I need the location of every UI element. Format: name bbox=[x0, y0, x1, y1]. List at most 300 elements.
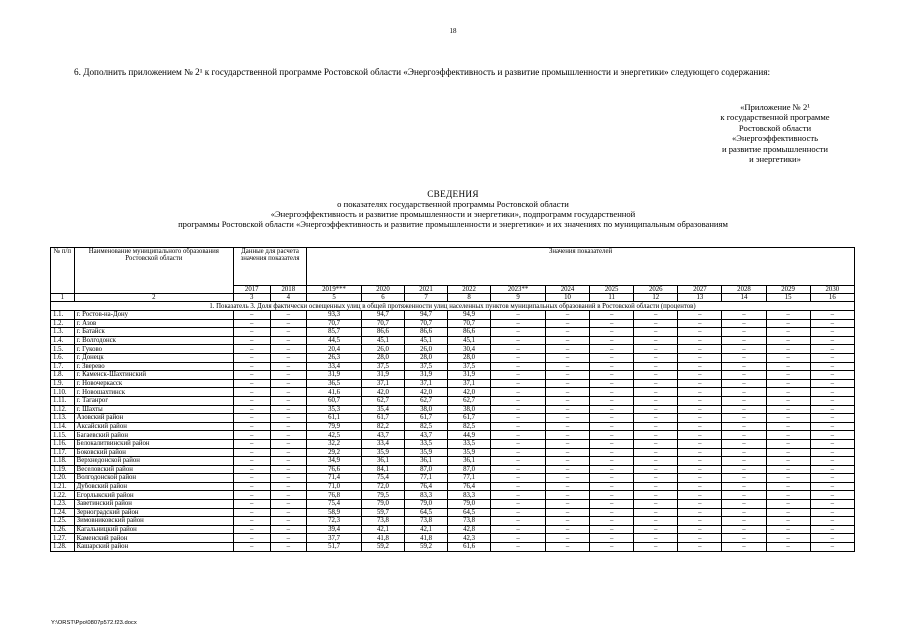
value-cell: – bbox=[766, 431, 810, 440]
value-cell: – bbox=[590, 508, 634, 517]
value-cell: – bbox=[590, 465, 634, 474]
appendix-line: и развитие промышленности bbox=[721, 143, 829, 154]
value-cell: – bbox=[491, 319, 546, 328]
value-cell: – bbox=[678, 474, 722, 483]
value-cell: – bbox=[491, 336, 546, 345]
value-cell: 28,0 bbox=[448, 353, 491, 362]
value-cell: 70,7 bbox=[405, 319, 448, 328]
value-cell: – bbox=[545, 534, 589, 543]
table-row bbox=[51, 319, 855, 328]
value-cell: – bbox=[233, 362, 270, 371]
value-cell: – bbox=[766, 396, 810, 405]
value-cell: – bbox=[545, 371, 589, 380]
value-cell: – bbox=[590, 534, 634, 543]
value-cell: – bbox=[233, 457, 270, 466]
value-cell: 26,0 bbox=[361, 345, 404, 354]
row-number: 1.6. bbox=[51, 353, 75, 362]
value-cell: – bbox=[491, 422, 546, 431]
row-number: 1.25. bbox=[51, 517, 75, 526]
value-cell: – bbox=[545, 500, 589, 509]
appendix-line: к государственной программе bbox=[720, 112, 830, 123]
year-header: 2029 bbox=[766, 286, 810, 294]
value-cell: – bbox=[678, 431, 722, 440]
value-cell: 84,1 bbox=[361, 465, 404, 474]
value-cell: – bbox=[270, 388, 307, 397]
value-cell: 51,7 bbox=[307, 543, 362, 552]
value-cell: – bbox=[270, 353, 307, 362]
row-number: 1.18. bbox=[51, 457, 75, 466]
value-cell: 59,7 bbox=[361, 508, 404, 517]
value-cell: – bbox=[270, 508, 307, 517]
value-cell: 75,4 bbox=[307, 500, 362, 509]
value-cell: – bbox=[491, 457, 546, 466]
value-cell: – bbox=[590, 371, 634, 380]
value-cell: – bbox=[678, 414, 722, 423]
value-cell: – bbox=[491, 491, 546, 500]
value-cell: – bbox=[634, 328, 678, 337]
municipality-name: г. Каменск-Шахтинский bbox=[74, 371, 233, 380]
value-cell: – bbox=[722, 371, 766, 380]
value-cell: 38,0 bbox=[405, 405, 448, 414]
value-cell: – bbox=[766, 422, 810, 431]
value-cell: – bbox=[634, 388, 678, 397]
value-cell: – bbox=[545, 448, 589, 457]
value-cell: – bbox=[766, 319, 810, 328]
value-cell: – bbox=[634, 362, 678, 371]
value-cell: – bbox=[634, 534, 678, 543]
value-cell: – bbox=[590, 362, 634, 371]
value-cell: – bbox=[491, 431, 546, 440]
municipality-name: Волгодонской район bbox=[74, 474, 233, 483]
value-cell: – bbox=[810, 336, 854, 345]
value-cell: 82,5 bbox=[405, 422, 448, 431]
value-cell: 35,3 bbox=[307, 405, 362, 414]
value-cell: – bbox=[233, 543, 270, 552]
value-cell: – bbox=[545, 474, 589, 483]
table-row bbox=[51, 474, 855, 483]
value-cell: 33,5 bbox=[448, 439, 491, 448]
row-number: 1.3. bbox=[51, 328, 75, 337]
value-cell: – bbox=[491, 517, 546, 526]
municipality-name: Зимовниковский район bbox=[74, 517, 233, 526]
value-cell: – bbox=[233, 345, 270, 354]
year-header: 2027 bbox=[678, 286, 722, 294]
value-cell: – bbox=[233, 396, 270, 405]
row-number: 1.10. bbox=[51, 388, 75, 397]
value-cell: – bbox=[766, 336, 810, 345]
table-row bbox=[51, 345, 855, 354]
municipality-name: г. Таганрог bbox=[74, 396, 233, 405]
value-cell: – bbox=[233, 405, 270, 414]
value-cell: 32,2 bbox=[307, 439, 362, 448]
value-cell: – bbox=[545, 439, 589, 448]
value-cell: 33,4 bbox=[307, 362, 362, 371]
value-cell: – bbox=[634, 491, 678, 500]
indicator-title: 1. Показатель 3. Доля фактически освещенных улиц в общей протяженности улиц населенных пунктов муниципальных образований в Ростовской области (процентов) bbox=[51, 302, 855, 311]
value-cell: – bbox=[491, 405, 546, 414]
value-cell: – bbox=[233, 448, 270, 457]
row-number: 1.22. bbox=[51, 491, 75, 500]
value-cell: – bbox=[491, 465, 546, 474]
row-number: 1.9. bbox=[51, 379, 75, 388]
value-cell: – bbox=[766, 534, 810, 543]
column-index: 10 bbox=[545, 294, 589, 302]
table-row bbox=[51, 431, 855, 440]
municipality-name: Веселовский район bbox=[74, 465, 233, 474]
value-cell: – bbox=[233, 431, 270, 440]
table-row bbox=[51, 491, 855, 500]
value-cell: 37,5 bbox=[405, 362, 448, 371]
value-cell: – bbox=[545, 414, 589, 423]
year-header: 2023** bbox=[491, 286, 546, 294]
value-cell: – bbox=[545, 491, 589, 500]
value-cell: – bbox=[678, 500, 722, 509]
value-cell: – bbox=[678, 491, 722, 500]
value-cell: 37,1 bbox=[448, 379, 491, 388]
value-cell: – bbox=[678, 311, 722, 320]
value-cell: – bbox=[766, 328, 810, 337]
row-number: 1.27. bbox=[51, 534, 75, 543]
column-index: 12 bbox=[634, 294, 678, 302]
value-cell: – bbox=[722, 474, 766, 483]
value-cell: 35,9 bbox=[361, 448, 404, 457]
value-cell: – bbox=[810, 388, 854, 397]
value-cell: – bbox=[810, 422, 854, 431]
value-cell: 41,6 bbox=[307, 388, 362, 397]
value-cell: – bbox=[270, 396, 307, 405]
column-index: 15 bbox=[766, 294, 810, 302]
value-cell: – bbox=[722, 534, 766, 543]
table-row bbox=[51, 448, 855, 457]
column-index: 16 bbox=[810, 294, 854, 302]
value-cell: – bbox=[766, 388, 810, 397]
value-cell: – bbox=[810, 414, 854, 423]
value-cell: – bbox=[678, 336, 722, 345]
value-cell: – bbox=[810, 491, 854, 500]
value-cell: – bbox=[634, 525, 678, 534]
value-cell: – bbox=[722, 491, 766, 500]
value-cell: – bbox=[766, 362, 810, 371]
value-cell: – bbox=[233, 500, 270, 509]
value-cell: – bbox=[545, 517, 589, 526]
appendix-line: Ростовской области bbox=[738, 122, 812, 133]
table-row bbox=[51, 396, 855, 405]
value-cell: 61,7 bbox=[361, 414, 404, 423]
value-cell: – bbox=[491, 414, 546, 423]
table-row bbox=[51, 422, 855, 431]
value-cell: – bbox=[545, 525, 589, 534]
value-cell: – bbox=[590, 388, 634, 397]
value-cell: 76,4 bbox=[405, 482, 448, 491]
value-cell: 38,0 bbox=[448, 405, 491, 414]
value-cell: – bbox=[678, 482, 722, 491]
value-cell: 36,1 bbox=[448, 457, 491, 466]
table-row bbox=[51, 414, 855, 423]
value-cell: – bbox=[491, 353, 546, 362]
value-cell: – bbox=[766, 345, 810, 354]
value-cell: 36,1 bbox=[361, 457, 404, 466]
value-cell: 26,0 bbox=[405, 345, 448, 354]
value-cell: 94,7 bbox=[361, 311, 404, 320]
row-number: 1.21. bbox=[51, 482, 75, 491]
value-cell: 73,8 bbox=[405, 517, 448, 526]
value-cell: 35,9 bbox=[448, 448, 491, 457]
value-cell: – bbox=[766, 414, 810, 423]
value-cell: – bbox=[590, 448, 634, 457]
row-number: 1.14. bbox=[51, 422, 75, 431]
value-cell: – bbox=[233, 534, 270, 543]
value-cell: – bbox=[634, 448, 678, 457]
appendix-line: и энергетики» bbox=[749, 154, 801, 165]
value-cell: – bbox=[270, 422, 307, 431]
value-cell: – bbox=[678, 319, 722, 328]
value-cell: – bbox=[545, 543, 589, 552]
year-header: 2019*** bbox=[307, 286, 362, 294]
value-cell: – bbox=[491, 345, 546, 354]
value-cell: – bbox=[233, 328, 270, 337]
value-cell: – bbox=[810, 439, 854, 448]
value-cell: – bbox=[766, 517, 810, 526]
row-number: 1.7. bbox=[51, 362, 75, 371]
value-cell: 82,5 bbox=[448, 422, 491, 431]
intro-paragraph: 6. Дополнить приложением № 2¹ к государственной программе Ростовской области «Энергоэффективность и развитие промышленности и энергетики» следующего содержания: bbox=[74, 67, 771, 77]
value-cell: 37,5 bbox=[361, 362, 404, 371]
value-cell: – bbox=[722, 439, 766, 448]
value-cell: 28,0 bbox=[405, 353, 448, 362]
value-cell: – bbox=[233, 353, 270, 362]
value-cell: – bbox=[678, 525, 722, 534]
table-row bbox=[51, 508, 855, 517]
value-cell: – bbox=[678, 405, 722, 414]
municipality-name: г. Шахты bbox=[74, 405, 233, 414]
value-cell: 31,9 bbox=[361, 371, 404, 380]
value-cell: – bbox=[722, 319, 766, 328]
value-cell: – bbox=[634, 439, 678, 448]
value-cell: – bbox=[233, 371, 270, 380]
value-cell: – bbox=[491, 500, 546, 509]
value-cell: 43,7 bbox=[405, 431, 448, 440]
value-cell: 45,1 bbox=[361, 336, 404, 345]
value-cell: – bbox=[634, 422, 678, 431]
value-cell: 42,0 bbox=[405, 388, 448, 397]
value-cell: – bbox=[233, 482, 270, 491]
value-cell: – bbox=[722, 500, 766, 509]
column-index: 3 bbox=[233, 294, 270, 302]
value-cell: – bbox=[634, 353, 678, 362]
value-cell: – bbox=[678, 517, 722, 526]
value-cell: – bbox=[545, 457, 589, 466]
value-cell: – bbox=[233, 319, 270, 328]
value-cell: 62,7 bbox=[405, 396, 448, 405]
value-cell: – bbox=[270, 439, 307, 448]
value-cell: – bbox=[233, 388, 270, 397]
table-row bbox=[51, 534, 855, 543]
value-cell: – bbox=[491, 439, 546, 448]
value-cell: 35,4 bbox=[361, 405, 404, 414]
table-row bbox=[51, 465, 855, 474]
value-cell: – bbox=[766, 525, 810, 534]
value-cell: – bbox=[810, 371, 854, 380]
row-number: 1.23. bbox=[51, 500, 75, 509]
value-cell: – bbox=[722, 431, 766, 440]
header-values: Значения показателей bbox=[307, 248, 855, 286]
value-cell: 36,1 bbox=[405, 457, 448, 466]
value-cell: – bbox=[722, 311, 766, 320]
value-cell: – bbox=[634, 508, 678, 517]
value-cell: – bbox=[634, 431, 678, 440]
value-cell: – bbox=[491, 311, 546, 320]
value-cell: – bbox=[590, 517, 634, 526]
value-cell: – bbox=[270, 405, 307, 414]
value-cell: – bbox=[634, 500, 678, 509]
value-cell: – bbox=[590, 491, 634, 500]
table-row bbox=[51, 482, 855, 491]
value-cell: – bbox=[810, 517, 854, 526]
value-cell: 59,2 bbox=[361, 543, 404, 552]
value-cell: – bbox=[722, 405, 766, 414]
table-row bbox=[51, 379, 855, 388]
value-cell: – bbox=[678, 388, 722, 397]
value-cell: – bbox=[810, 474, 854, 483]
value-cell: 37,1 bbox=[405, 379, 448, 388]
value-cell: – bbox=[722, 379, 766, 388]
value-cell: – bbox=[678, 448, 722, 457]
value-cell: – bbox=[766, 353, 810, 362]
value-cell: – bbox=[722, 525, 766, 534]
value-cell: 62,7 bbox=[361, 396, 404, 405]
value-cell: – bbox=[545, 379, 589, 388]
value-cell: 79,9 bbox=[307, 422, 362, 431]
appendix-caption bbox=[690, 102, 860, 164]
value-cell: – bbox=[678, 465, 722, 474]
page-number: 18 bbox=[449, 27, 457, 35]
value-cell: – bbox=[545, 336, 589, 345]
year-header: 2028 bbox=[722, 286, 766, 294]
value-cell: – bbox=[678, 345, 722, 354]
municipality-name: Белокалитвинский район bbox=[74, 439, 233, 448]
municipality-name: г. Волгодонск bbox=[74, 336, 233, 345]
column-index: 8 bbox=[448, 294, 491, 302]
appendix-line: «Энергоэффективность bbox=[731, 133, 818, 144]
value-cell: – bbox=[545, 328, 589, 337]
value-cell: – bbox=[722, 543, 766, 552]
municipality-name: г. Гуково bbox=[74, 345, 233, 354]
value-cell: 42,0 bbox=[448, 388, 491, 397]
value-cell: – bbox=[634, 396, 678, 405]
row-number: 1.8. bbox=[51, 371, 75, 380]
value-cell: – bbox=[545, 319, 589, 328]
value-cell: – bbox=[491, 474, 546, 483]
value-cell: 37,1 bbox=[361, 379, 404, 388]
value-cell: – bbox=[270, 414, 307, 423]
value-cell: – bbox=[766, 457, 810, 466]
column-index: 4 bbox=[270, 294, 307, 302]
value-cell: 31,9 bbox=[405, 371, 448, 380]
value-cell: – bbox=[270, 336, 307, 345]
value-cell: 70,7 bbox=[307, 319, 362, 328]
row-number: 1.17. bbox=[51, 448, 75, 457]
value-cell: – bbox=[678, 371, 722, 380]
value-cell: 42,1 bbox=[405, 525, 448, 534]
value-cell: 37,7 bbox=[307, 534, 362, 543]
value-cell: – bbox=[590, 336, 634, 345]
value-cell: 35,9 bbox=[405, 448, 448, 457]
municipality-name: Дубовский район bbox=[74, 482, 233, 491]
municipality-name: Кашарский район bbox=[74, 543, 233, 552]
value-cell: 79,0 bbox=[448, 500, 491, 509]
value-cell: 62,7 bbox=[448, 396, 491, 405]
value-cell: 79,5 bbox=[361, 491, 404, 500]
value-cell: – bbox=[678, 396, 722, 405]
value-cell: – bbox=[491, 508, 546, 517]
municipality-name: Егорлыкский район bbox=[74, 491, 233, 500]
value-cell: 79,0 bbox=[405, 500, 448, 509]
municipality-name: г. Зверево bbox=[74, 362, 233, 371]
value-cell: – bbox=[270, 379, 307, 388]
value-cell: – bbox=[722, 465, 766, 474]
column-index: 6 bbox=[361, 294, 404, 302]
value-cell: 72,0 bbox=[361, 482, 404, 491]
value-cell: – bbox=[590, 414, 634, 423]
value-cell: – bbox=[545, 431, 589, 440]
value-cell: 87,0 bbox=[405, 465, 448, 474]
value-cell: – bbox=[722, 396, 766, 405]
value-cell: – bbox=[590, 500, 634, 509]
value-cell: – bbox=[590, 328, 634, 337]
value-cell: – bbox=[722, 388, 766, 397]
value-cell: – bbox=[545, 353, 589, 362]
value-cell: – bbox=[590, 482, 634, 491]
value-cell: – bbox=[270, 517, 307, 526]
value-cell: – bbox=[491, 371, 546, 380]
value-cell: – bbox=[590, 396, 634, 405]
value-cell: – bbox=[678, 362, 722, 371]
value-cell: – bbox=[722, 414, 766, 423]
column-index: 9 bbox=[491, 294, 546, 302]
value-cell: – bbox=[810, 500, 854, 509]
value-cell: 42,0 bbox=[361, 388, 404, 397]
municipality-name: Азовский район bbox=[74, 414, 233, 423]
value-cell: – bbox=[810, 543, 854, 552]
table-row bbox=[51, 405, 855, 414]
appendix-line: «Приложение № 2¹ bbox=[740, 102, 810, 112]
year-header: 2024 bbox=[545, 286, 589, 294]
row-number: 1.20. bbox=[51, 474, 75, 483]
value-cell: – bbox=[766, 500, 810, 509]
header-calc-data: Данные для расчета значения показателя bbox=[233, 248, 306, 286]
value-cell: – bbox=[545, 508, 589, 517]
value-cell: 73,8 bbox=[448, 517, 491, 526]
value-cell: – bbox=[766, 371, 810, 380]
municipality-name: Кагальницкий район bbox=[74, 525, 233, 534]
year-header: 2022 bbox=[448, 286, 491, 294]
value-cell: – bbox=[634, 465, 678, 474]
value-cell: 39,4 bbox=[307, 525, 362, 534]
value-cell: – bbox=[233, 525, 270, 534]
value-cell: – bbox=[233, 491, 270, 500]
table-row bbox=[51, 439, 855, 448]
value-cell: – bbox=[722, 448, 766, 457]
value-cell: – bbox=[545, 422, 589, 431]
value-cell: – bbox=[590, 525, 634, 534]
table-row bbox=[51, 371, 855, 380]
column-index: 2 bbox=[74, 294, 233, 302]
value-cell: – bbox=[678, 457, 722, 466]
municipality-name: г. Донецк bbox=[74, 353, 233, 362]
value-cell: – bbox=[810, 311, 854, 320]
value-cell: 64,5 bbox=[405, 508, 448, 517]
value-cell: – bbox=[590, 474, 634, 483]
